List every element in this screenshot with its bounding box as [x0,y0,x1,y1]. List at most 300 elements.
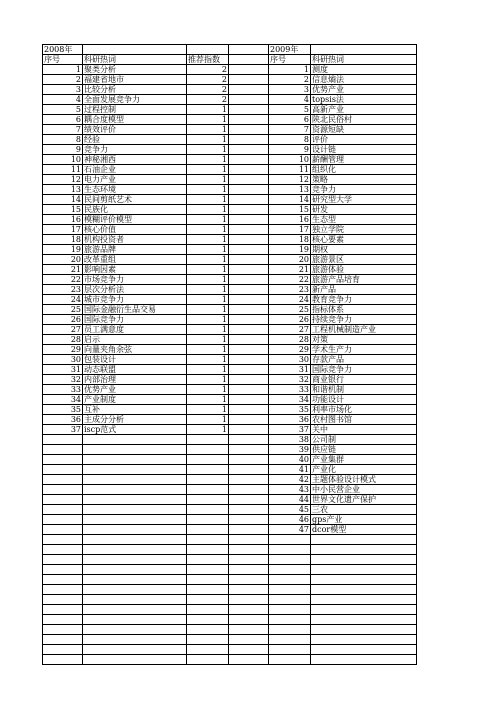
left-index: 31 [43,365,83,375]
empty-cell [83,45,187,55]
left-index [43,595,83,605]
year-2009: 2009年 [269,45,311,55]
left-score: 1 [187,385,229,395]
header-index: 序号 [43,55,83,65]
left-index [43,525,83,535]
right-keyword: 持续竞争力 [311,315,417,325]
table-row [43,345,417,355]
right-index: 43 [269,485,311,495]
table-row [43,655,417,665]
right-index: 35 [269,405,311,415]
left-keyword [83,505,187,515]
left-score: 1 [187,365,229,375]
right-index: 3 [269,85,311,95]
spacer-cell [229,545,269,555]
right-keyword: 评价 [311,135,417,145]
spacer-cell [229,65,269,75]
table-row [43,165,417,175]
right-keyword: 设计链 [311,145,417,155]
right-keyword: 高新产业 [311,105,417,115]
right-keyword: 商业银行 [311,375,417,385]
table-row [43,635,417,645]
left-keyword: 员工满意度 [83,325,187,335]
left-score [187,435,229,445]
left-index [43,545,83,555]
right-keyword: 公司制 [311,435,417,445]
right-keyword: 主题体验设计模式 [311,475,417,485]
left-index: 35 [43,405,83,415]
right-index: 40 [269,455,311,465]
left-keyword [83,595,187,605]
left-keyword: 民间剪纸艺术 [83,195,187,205]
left-score [187,525,229,535]
right-keyword: 供应链 [311,445,417,455]
left-keyword: 互补 [83,405,187,415]
table-row [43,395,417,405]
left-keyword: 层次分析法 [83,285,187,295]
table-row [43,595,417,605]
spacer-cell [229,465,269,475]
table-row [43,215,417,225]
left-index: 15 [43,205,83,215]
left-keyword [83,605,187,615]
year-2008: 2008年 [43,45,83,55]
table-row [43,545,417,555]
left-index: 23 [43,285,83,295]
left-index [43,515,83,525]
right-index: 2 [269,75,311,85]
left-keyword [83,465,187,475]
table-row [43,235,417,245]
spacer-cell [229,445,269,455]
right-keyword [311,595,417,605]
left-score: 1 [187,115,229,125]
left-index: 29 [43,345,83,355]
left-keyword [83,545,187,555]
table-row [43,285,417,295]
left-index: 21 [43,265,83,275]
left-index [43,455,83,465]
left-index [43,605,83,615]
spacer-cell [229,185,269,195]
left-index [43,465,83,475]
spacer-cell [229,425,269,435]
right-keyword: 旅游体验 [311,265,417,275]
right-index: 17 [269,225,311,235]
left-index: 7 [43,125,83,135]
table-row [43,355,417,365]
left-index: 3 [43,85,83,95]
right-index [269,545,311,555]
left-index: 33 [43,385,83,395]
table-row [43,205,417,215]
left-score [187,565,229,575]
table-row [43,405,417,415]
spacer-cell [229,205,269,215]
left-keyword: 启示 [83,335,187,345]
left-keyword: 聚类分析 [83,65,187,75]
left-keyword [83,555,187,565]
empty-cell [311,45,417,55]
left-keyword: 包装设计 [83,355,187,365]
table-row [43,325,417,335]
right-keyword: 竞争力 [311,185,417,195]
table-row [43,55,417,65]
left-score [187,465,229,475]
left-index [43,445,83,455]
right-index: 38 [269,435,311,445]
spacer-cell [229,615,269,625]
spacer-cell [229,115,269,125]
spacer-cell [229,275,269,285]
spacer-cell [229,355,269,365]
left-index [43,645,83,655]
left-score: 1 [187,425,229,435]
table-row [43,335,417,345]
table-row [43,145,417,155]
right-keyword: 生态型 [311,215,417,225]
right-keyword: 指标体系 [311,305,417,315]
table-row [43,315,417,325]
table-row [43,305,417,315]
right-keyword: 组织化 [311,165,417,175]
left-score: 1 [187,135,229,145]
left-keyword: 民族化 [83,205,187,215]
left-index [43,615,83,625]
left-index: 17 [43,225,83,235]
left-score: 1 [187,185,229,195]
spacer-cell [229,525,269,535]
left-keyword [83,565,187,575]
table-row [43,175,417,185]
right-index: 44 [269,495,311,505]
spacer-cell [229,385,269,395]
table-row [43,615,417,625]
table-row [43,95,417,105]
left-keyword: 旅游品牌 [83,245,187,255]
left-index: 36 [43,415,83,425]
spacer-cell [229,225,269,235]
right-keyword: 优势产业 [311,85,417,95]
table-row [43,255,417,265]
left-index: 20 [43,255,83,265]
left-keyword: 影响因素 [83,265,187,275]
left-keyword: 耦合度模型 [83,115,187,125]
left-score: 1 [187,315,229,325]
left-keyword [83,525,187,535]
spacer-cell [229,55,269,65]
right-index: 27 [269,325,311,335]
header-score: 推荐指数 [187,55,229,65]
right-index [269,635,311,645]
spacer-cell [229,145,269,155]
right-keyword: 信息熵法 [311,75,417,85]
right-index: 45 [269,505,311,515]
right-keyword [311,555,417,565]
left-score [187,615,229,625]
right-index [269,555,311,565]
right-index: 42 [269,475,311,485]
right-keyword: 核心要素 [311,235,417,245]
left-keyword: 向量夹角余弦 [83,345,187,355]
left-keyword: 福建省地市 [83,75,187,85]
left-keyword [83,625,187,635]
spacer-cell [229,195,269,205]
table-row [43,525,417,535]
table-row [43,435,417,445]
spacer-cell [229,455,269,465]
left-keyword [83,445,187,455]
keyword-table [42,44,417,665]
spacer-cell [229,175,269,185]
left-keyword: 主成分分析 [83,415,187,425]
spacer-cell [229,255,269,265]
left-keyword [83,615,187,625]
right-index: 34 [269,395,311,405]
left-index [43,475,83,485]
right-index: 15 [269,205,311,215]
left-keyword [83,515,187,525]
right-keyword: 功能设计 [311,395,417,405]
right-keyword [311,655,417,665]
right-keyword: 旅游产品培育 [311,275,417,285]
spacer-cell [229,335,269,345]
left-score [187,635,229,645]
right-keyword: topsis法 [311,95,417,105]
left-keyword: 比较分析 [83,85,187,95]
left-index: 32 [43,375,83,385]
right-index: 18 [269,235,311,245]
left-score [187,505,229,515]
table-row [43,65,417,75]
left-keyword: 绩效评价 [83,125,187,135]
left-score: 1 [187,205,229,215]
spacer-cell [229,505,269,515]
left-keyword [83,575,187,585]
left-keyword: 产业制度 [83,395,187,405]
table-row [43,425,417,435]
right-index: 41 [269,465,311,475]
spacer-cell [229,625,269,635]
left-score: 1 [187,335,229,345]
right-keyword: 工程机械制造产业 [311,325,417,335]
left-score: 1 [187,125,229,135]
spacer-cell [229,595,269,605]
right-keyword [311,635,417,645]
right-index [269,575,311,585]
right-index: 30 [269,355,311,365]
spacer-cell [229,535,269,545]
left-index: 10 [43,155,83,165]
table-row [43,265,417,275]
right-keyword: 新产品 [311,285,417,295]
right-keyword: 产业化 [311,465,417,475]
left-score: 2 [187,85,229,95]
right-index: 47 [269,525,311,535]
left-score: 1 [187,105,229,115]
spacer-cell [229,265,269,275]
left-score: 2 [187,95,229,105]
left-score: 1 [187,235,229,245]
left-keyword: 内部治理 [83,375,187,385]
left-index: 37 [43,425,83,435]
spacer-cell [229,375,269,385]
left-score [187,645,229,655]
table-row [43,125,417,135]
left-keyword [83,535,187,545]
left-index: 18 [43,235,83,245]
left-index: 1 [43,65,83,75]
left-index: 5 [43,105,83,115]
spacer-cell [229,325,269,335]
table-row [43,485,417,495]
left-index: 11 [43,165,83,175]
right-keyword: 学术生产力 [311,345,417,355]
left-keyword [83,655,187,665]
right-index: 37 [269,425,311,435]
right-index [269,645,311,655]
left-score [187,475,229,485]
table-row [43,295,417,305]
left-index: 30 [43,355,83,365]
left-index [43,585,83,595]
right-index: 32 [269,375,311,385]
left-keyword [83,475,187,485]
right-keyword: 和谐机制 [311,385,417,395]
left-keyword [83,485,187,495]
right-keyword: 薪酬管理 [311,155,417,165]
left-score: 1 [187,395,229,405]
right-index: 22 [269,275,311,285]
table-row [43,275,417,285]
left-score: 1 [187,285,229,295]
right-index: 6 [269,115,311,125]
left-index: 2 [43,75,83,85]
table-row [43,645,417,655]
table-row [43,445,417,455]
spacer-cell [229,415,269,425]
left-keyword: iscp范式 [83,425,187,435]
left-index [43,635,83,645]
right-keyword: 中小民营企业 [311,485,417,495]
spacer-cell [229,645,269,655]
right-index: 9 [269,145,311,155]
right-index: 20 [269,255,311,265]
left-index: 9 [43,145,83,155]
left-score [187,445,229,455]
right-keyword [311,605,417,615]
right-keyword: 研究型大学 [311,195,417,205]
left-index [43,505,83,515]
right-keyword: 存款产品 [311,355,417,365]
table-row [43,85,417,95]
spacer-cell [229,235,269,245]
left-index [43,495,83,505]
right-keyword: 三农 [311,505,417,515]
left-keyword: 生态环境 [83,185,187,195]
spacer-cell [229,155,269,165]
spacer-cell [229,245,269,255]
right-index: 12 [269,175,311,185]
left-index: 19 [43,245,83,255]
right-keyword: 研发 [311,205,417,215]
left-keyword [83,455,187,465]
left-score: 1 [187,375,229,385]
spacer-cell [229,485,269,495]
left-score [187,585,229,595]
left-keyword: 过程控制 [83,105,187,115]
right-keyword [311,565,417,575]
left-index [43,485,83,495]
right-index: 14 [269,195,311,205]
spacer-cell [229,75,269,85]
left-score: 1 [187,165,229,175]
table-row [43,225,417,235]
left-keyword: 神秘湘西 [83,155,187,165]
left-index [43,625,83,635]
left-index [43,565,83,575]
spacer-cell [229,475,269,485]
right-index [269,585,311,595]
right-index: 13 [269,185,311,195]
right-index: 11 [269,165,311,175]
right-keyword: 利率市场化 [311,405,417,415]
spacer-cell [229,555,269,565]
spacer-cell [229,565,269,575]
right-keyword: 资源短缺 [311,125,417,135]
left-index: 25 [43,305,83,315]
right-index: 39 [269,445,311,455]
right-index [269,655,311,665]
table-row [43,155,417,165]
spacer-cell [229,125,269,135]
left-index [43,575,83,585]
left-index: 8 [43,135,83,145]
spacer-cell [229,635,269,645]
right-index [269,535,311,545]
left-score: 1 [187,245,229,255]
left-score: 1 [187,155,229,165]
left-index: 34 [43,395,83,405]
left-score: 1 [187,415,229,425]
left-score [187,495,229,505]
right-index: 23 [269,285,311,295]
right-index: 21 [269,265,311,275]
left-index: 4 [43,95,83,105]
left-index [43,655,83,665]
right-keyword: 农村图书馆 [311,415,417,425]
right-keyword [311,585,417,595]
table-row [43,555,417,565]
spacer-cell [229,395,269,405]
right-keyword [311,625,417,635]
spacer-cell [229,515,269,525]
right-index: 24 [269,295,311,305]
table-row [43,565,417,575]
table-row [43,415,417,425]
table-row [43,45,417,55]
left-score [187,625,229,635]
left-score: 1 [187,295,229,305]
right-keyword: 国际竞争力 [311,365,417,375]
right-index: 5 [269,105,311,115]
spacer-cell [229,605,269,615]
spacer-cell [229,45,269,55]
spacer-cell [229,295,269,305]
left-score: 1 [187,145,229,155]
table-row [43,375,417,385]
left-score: 1 [187,175,229,185]
